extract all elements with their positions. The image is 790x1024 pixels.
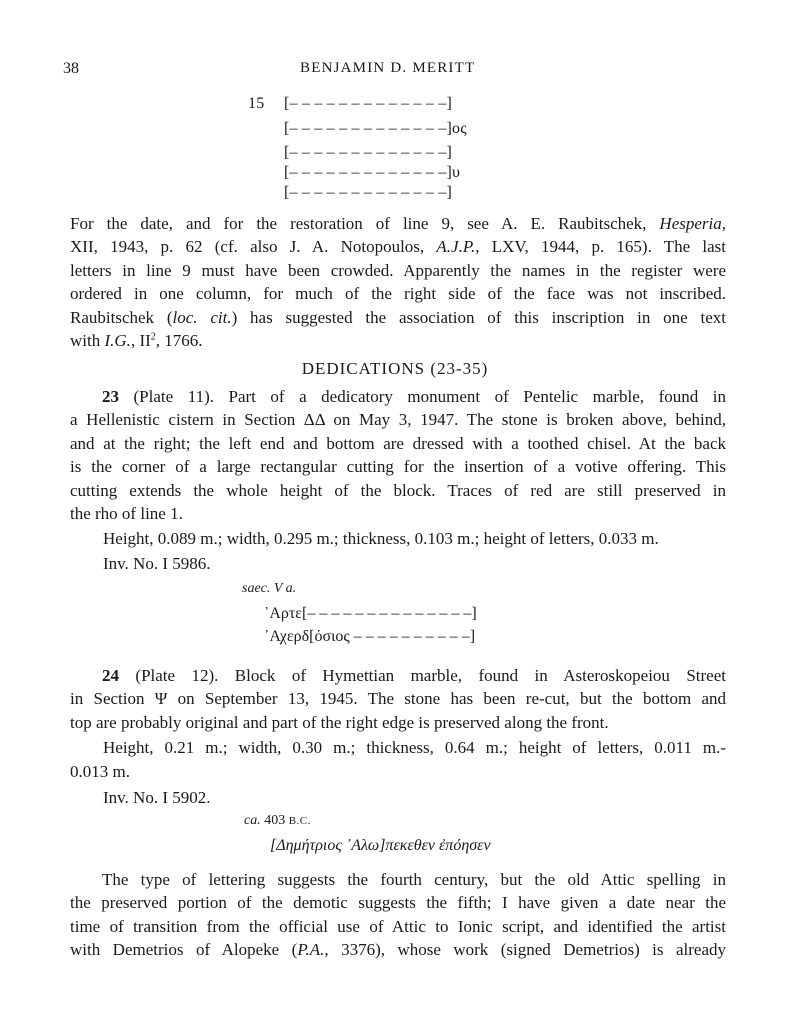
entry-23-description — [70, 385, 726, 525]
text-line: letters in line 9 must have been crowded. Apparently the names in the register were — [70, 260, 726, 280]
text-line: the rho of line 1. — [70, 504, 183, 524]
entry-23-inventory: Inv. No. I 5986. — [103, 554, 211, 573]
paragraph-date-restoration — [70, 212, 726, 352]
text-line: 23 (Plate 11). Part of a dedicatory monument of Pentelic marble, found in — [102, 387, 726, 406]
section-title: DEDICATIONS (23-35) — [301, 359, 489, 378]
entry-24-measures-cont: 0.013 m. — [70, 762, 130, 781]
text-line: XII, 1943, p. 62 (cf. also J. A. Notopoulos, A.J.P., LXV, 1944, p. 165). The last — [70, 237, 727, 257]
inscription-line: [– – – – – – – – – – – – –] — [284, 95, 453, 112]
text-line: time of transition from the official use of Attic to Ionic script, and identified the artist — [70, 916, 726, 936]
entry-24-measures: Height, 0.21 m.; width, 0.30 m.; thickness, 0.64 m.; height of letters, 0.011 m.- — [103, 738, 726, 757]
text-line: top are probably original and part of the right edge is preserved along the front. — [70, 712, 609, 732]
text-line: The type of lettering suggests the fourth century, but the old Attic spelling in — [102, 870, 726, 889]
text-line: Raubitschek (loc. cit.) has suggested the association of this inscription in one text — [70, 307, 727, 327]
text-line: ordered in one column, for much of the right side of the face was not inscribed. — [70, 284, 726, 304]
entry-23-date: saec. V a. — [242, 581, 297, 596]
text-line: with I.G., $II^2$, 1766. — [70, 331, 203, 351]
text-line: is the corner of a large rectangular cutting for the insertion of a votive offering. This — [70, 457, 726, 477]
text-line: the preserved portion of the demotic suggests the fifth; I have given a date near the — [70, 893, 726, 913]
entry-23-text-line: ᾿Αχερδ[όσιος – – – – – – – – – –] — [264, 628, 476, 645]
text-line: cutting extends the whole height of the block. Traces of red are still preserved in — [70, 480, 726, 500]
entry-24-inventory: Inv. No. I 5902. — [103, 788, 211, 807]
inscription-line-number: 15 — [248, 95, 265, 112]
entry-23-text-line: ᾿Αρτε[– – – – – – – – – – – – – –] — [264, 605, 477, 622]
inscription-line: [– – – – – – – – – – – – –] — [284, 184, 453, 201]
entry-24-date: ca. 403 B.C. — [244, 813, 311, 828]
text-line: For the date, and for the restoration of line 9, see A. E. Raubitschek, Hesperia, — [70, 214, 726, 233]
page-number: 38 — [63, 60, 79, 77]
running-head: BENJAMIN D. MERITT — [300, 60, 476, 76]
entry-24-text-line: [Δημήτριος ᾿Αλω]πεκεθεν ἐπόησεν — [270, 837, 491, 854]
entry-23-measures: Height, 0.089 m.; width, 0.295 m.; thickness, 0.103 m.; height of letters, 0.033 m. — [103, 529, 659, 548]
entry-24-description — [70, 664, 726, 734]
text-line: a Hellenistic cistern in Section ΔΔ on May 3, 1947. The stone is broken above, behind, — [70, 410, 726, 430]
text-line: and at the right; the left end and bottom are dressed with a toothed chisel. At the back — [70, 433, 726, 453]
entry-number: 24 — [102, 666, 119, 685]
inscription-line: [– – – – – – – – – – – – –] — [284, 144, 453, 161]
text-line: in Section Ψ on September 13, 1945. The stone has been re-cut, but the bottom and — [70, 689, 726, 709]
inscription-line: [– – – – – – – – – – – – –]ος — [284, 120, 467, 137]
text-line: with Demetrios of Alopeke (P.A., 3376), whose work (signed Demetrios) is already — [70, 940, 726, 960]
text-line: 24 (Plate 12). Block of Hymettian marble, found in Asteroskopeiou Street — [102, 666, 726, 685]
paragraph-lettering — [70, 868, 726, 962]
inscription-line: [– – – – – – – – – – – – –]υ — [284, 164, 461, 181]
entry-number: 23 — [102, 387, 119, 406]
